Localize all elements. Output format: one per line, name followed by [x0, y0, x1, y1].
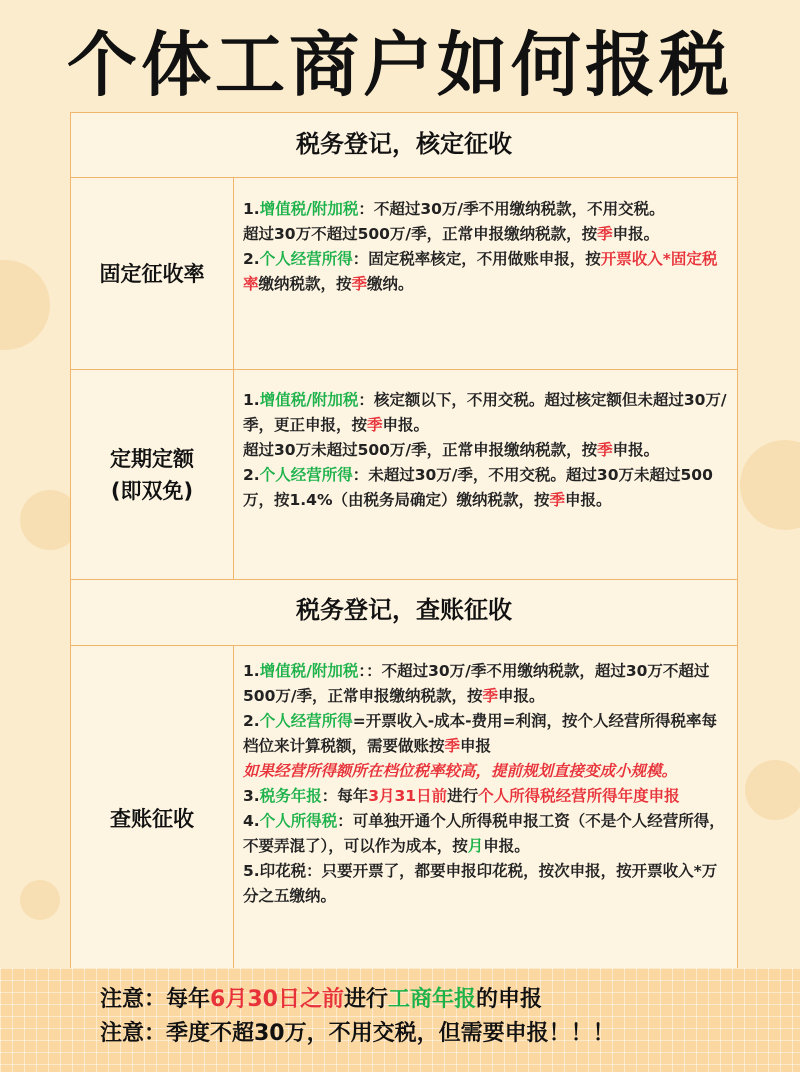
text-line	[243, 388, 729, 438]
background-dot	[20, 880, 60, 920]
text-segment: 个人所得税	[259, 812, 338, 830]
text-segment: 月	[467, 837, 484, 855]
text-line	[243, 463, 729, 513]
divider	[71, 645, 737, 646]
text-segment: 申报	[460, 737, 492, 755]
note-segment: 6月30日之前	[210, 987, 344, 1012]
text-segment: 3.	[243, 787, 260, 805]
text-segment: 增值税/附加税	[259, 391, 359, 409]
text-segment: 1.	[243, 391, 260, 409]
text-line	[243, 247, 729, 297]
text-segment: 季	[597, 225, 613, 243]
row-content-fixed-rate	[243, 197, 729, 297]
row-content-audit	[243, 659, 729, 909]
text-segment: 2.	[243, 466, 260, 484]
text-segment: 1.	[243, 200, 260, 218]
note-2	[100, 1018, 615, 1050]
page-title: 个体工商户如何报税	[67, 24, 733, 106]
background-dot	[745, 760, 800, 820]
text-segment: 开票收入*固定税率	[243, 250, 718, 293]
text-segment: ：：不超过30万/季不用缴纳税款，超过30万不超过500万/季，正常申报缴纳税款，按	[243, 662, 710, 705]
text-line	[243, 809, 729, 859]
text-segment: 税务年报	[259, 787, 322, 805]
note-segment: 工商年报	[387, 987, 476, 1012]
text-segment: 季	[351, 275, 368, 293]
text-segment: =开票收入-成本-费用=利润，按个人经营所得税率每档位来计算税额，需要做账按	[243, 712, 718, 755]
text-segment: 缴纳税款，按	[258, 275, 352, 293]
note-1	[100, 984, 542, 1016]
text-segment: ：可单独开通个人所得税申报工资（不是个人经营所得，不要弄混了），可以作为成本，按	[243, 812, 725, 855]
text-line	[243, 197, 729, 222]
note-segment: 注意：每年	[100, 987, 211, 1012]
text-segment: ：每年	[321, 787, 369, 805]
text-segment: ：不超过30万/季不用缴纳税款，不用交税。	[358, 200, 665, 218]
text-segment: 季	[367, 416, 383, 434]
text-line	[243, 859, 729, 909]
text-line	[243, 659, 729, 709]
text-segment: 进行	[447, 787, 479, 805]
text-segment: 个人经营所得	[259, 712, 353, 730]
text-segment: 申报。	[382, 416, 430, 434]
text-segment: 申报。	[565, 491, 612, 509]
text-segment: 个人经营所得	[259, 466, 353, 484]
text-line	[243, 222, 729, 247]
text-segment: 2.	[243, 712, 260, 730]
note-segment: 的申报	[475, 987, 542, 1012]
text-segment: 季	[597, 441, 613, 459]
text-line	[243, 759, 729, 784]
text-segment: 季	[482, 687, 499, 705]
text-segment: 申报。	[612, 441, 660, 459]
tax-table	[70, 112, 738, 978]
row-label-fixed-quota-line1: 定期定额	[110, 447, 194, 471]
text-segment: ：核定额以下，不用交税。超过核定额但未超过30万/季，更正申报，按	[243, 391, 727, 434]
text-segment: 增值税/附加税	[259, 200, 359, 218]
text-segment: 个人所得税经营所得年度申报	[478, 787, 680, 805]
row-label-audit: 查账征收	[110, 807, 194, 831]
text-segment: 2.	[243, 250, 260, 268]
text-segment: 4.	[243, 812, 260, 830]
text-segment: 超过30万不超过500万/季，正常申报缴纳税款，按	[243, 225, 598, 243]
text-segment: 如果经营所得额所在档位税率较高，提前规划直接变成小规模。	[243, 762, 678, 780]
text-segment: ：未超过30万/季，不用交税。超过30万未超过500万，按1.4%（由税务局确定）缴纳税款，按	[243, 466, 713, 509]
text-segment: 季	[549, 491, 566, 509]
row-label-fixed-rate: 固定征收率	[99, 262, 205, 286]
text-line	[243, 784, 729, 809]
note-segment: 注意：季度不超30万，不用交税，但需要申报！！！	[100, 1021, 615, 1046]
row-content-fixed-quota	[243, 388, 729, 513]
text-segment: 季	[444, 737, 461, 755]
text-segment: 个人经营所得	[259, 250, 353, 268]
notes-bar	[0, 968, 800, 1072]
background-dot	[0, 260, 50, 350]
text-segment: 申报。	[498, 687, 545, 705]
text-segment: 1.	[243, 662, 260, 680]
row-label-fixed-quota-line2: (即双免)	[110, 479, 194, 503]
column-divider	[233, 645, 234, 979]
text-segment: 申报。	[483, 837, 530, 855]
text-segment: 增值税/附加税	[259, 662, 359, 680]
text-segment: 超过30万未超过500万/季，正常申报缴纳税款，按	[243, 441, 598, 459]
text-segment: 缴纳。	[367, 275, 414, 293]
text-segment: ：固定税率核定，不用做账申报，按	[352, 250, 601, 268]
note-segment: 进行	[343, 987, 388, 1012]
text-line	[243, 438, 729, 463]
column-divider	[233, 177, 234, 579]
text-segment: 申报。	[612, 225, 660, 243]
text-segment: 3月31日前	[368, 787, 448, 805]
divider	[71, 177, 737, 178]
background-dot	[740, 440, 800, 530]
row-label-fixed-quota	[71, 443, 233, 507]
divider	[71, 369, 737, 370]
section2-heading: 税务登记，查账征收	[296, 596, 512, 624]
text-line	[243, 709, 729, 759]
section1-heading: 税务登记，核定征收	[296, 130, 512, 158]
text-segment: 5.印花税：只要开票了，都要申报印花税，按次申报，按开票收入*万分之五缴纳。	[243, 862, 718, 905]
